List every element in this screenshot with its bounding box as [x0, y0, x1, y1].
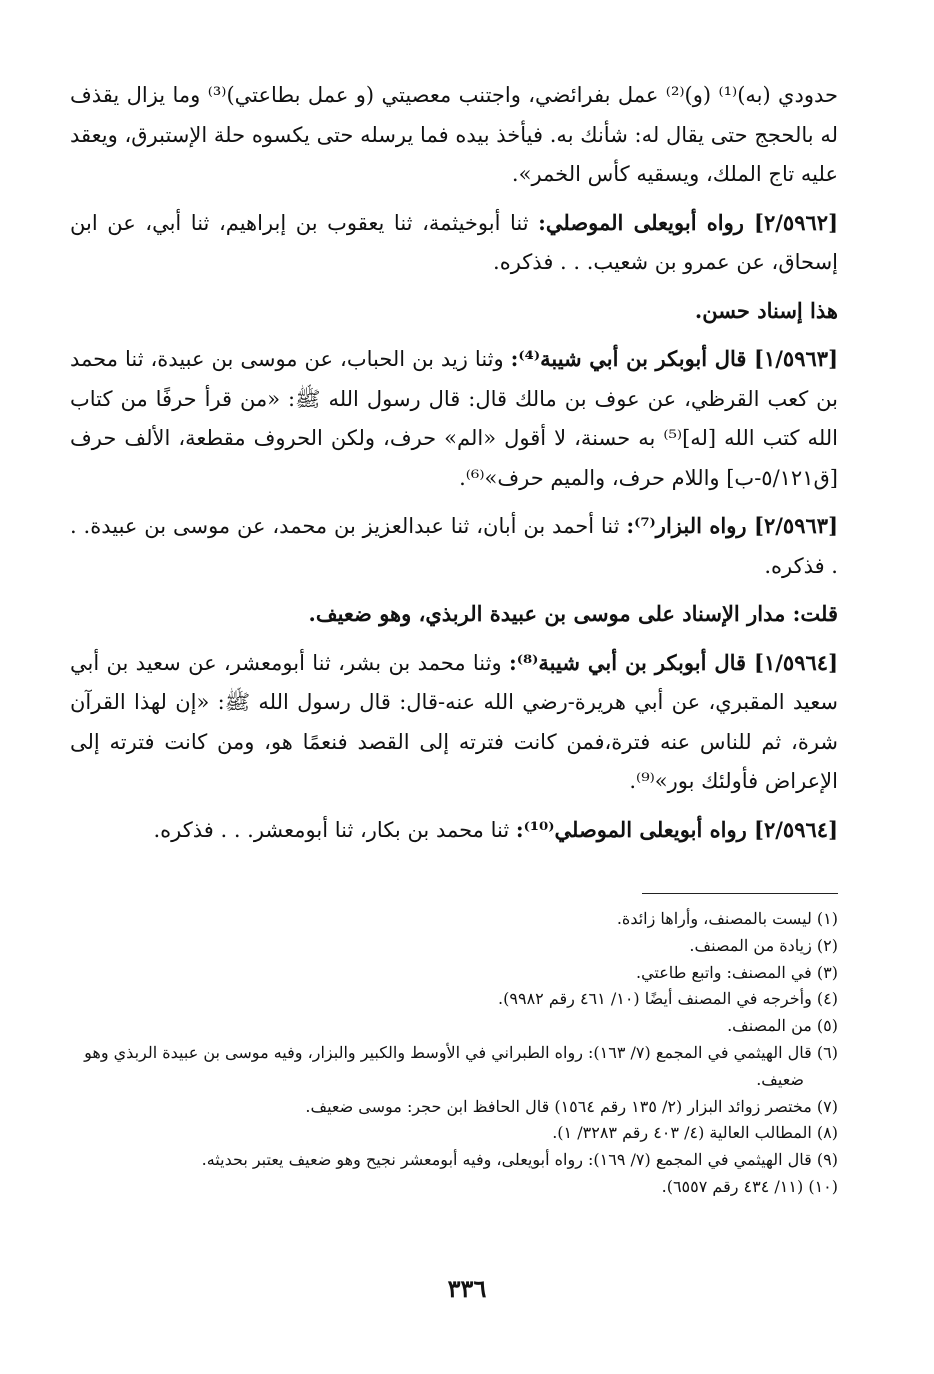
paragraph-6: [70, 594, 838, 635]
footnote: (٨) المطالب العالية (٤/ ٤٠٣ رقم ٣٢٨٣/ ١).: [552, 1123, 838, 1143]
footnote: (٩) قال الهيثمي في المجمع (٧/ ١٦٩): رواه أبويعلى، وفيه أبومعشر نجيح وهو ضعيف يعتبر بحديثه.: [201, 1150, 838, 1170]
paragraph-1: [70, 76, 838, 195]
footnote: (٤) وأخرجه في المصنف أيضًا (١٠/ ٤٦١ رقم ٩٩٨٢).: [498, 989, 838, 1009]
hadith-ref-5963-2: [٢/٥٩٦٣] رواه البزار⁽⁷⁾:: [626, 513, 838, 538]
footnote: (٢) زيادة من المصنف.: [689, 935, 838, 955]
page-number: ٣٣٦: [447, 1274, 487, 1303]
footnote-separator: [642, 893, 838, 894]
paragraph-1-text: حدودي (به)⁽¹⁾ (و)⁽²⁾ عمل بفرائضي، واجتنب معصيتي (و عمل بطاعتي)⁽³⁾ وما يزال يقذف له بالحجج حتى يقال له: شأنك به. فيأخذ بيده فما يرسله حتى يكسوه حلة الإستبرق، ويعقد عليه تاج الملك، ويسقيه كأس الخمر».: [70, 83, 838, 186]
paragraph-5-text: ثنا أحمد بن أبان، ثنا عبدالعزيز بن محمد، عن موسى بن عبيدة. . . فذكره.: [70, 514, 838, 578]
paragraph-7-text: وثنا محمد بن بشر، ثنا أبومعشر، عن سعيد بن أبي سعيد المقبري، عن أبي هريرة-رضي الله عنه-قال: قال رسول الله ﷺ: «إن لهذا القرآن شرة، ثم للناس عنه فترة،فمن كانت فترته إلى القصد فنعمًا هو، ومن كانت فترته إلى الإعراض فأولئك بور»⁽⁹⁾.: [70, 650, 838, 793]
paragraph-3: [70, 291, 838, 332]
footnote: (٦) قال الهيثمي في المجمع (٧/ ١٦٣): رواه الطبراني في الأوسط والكبير والبزار، وفيه موسى بن عبيدة الربذي وهو ضعيف.: [84, 1042, 838, 1089]
author-comment: قلت: مدار الإسناد على موسى بن عبيدة الربذي، وهو ضعيف.: [308, 601, 838, 626]
paragraph-8: [70, 810, 838, 851]
footnote: (٧) مختصر زوائد البزار (٢/ ١٣٥ رقم ١٥٦٤) قال الحافظ ابن حجر: موسى ضعيف.: [305, 1096, 838, 1116]
paragraph-4-text: وثنا زيد بن الحباب، عن موسى بن عبيدة، ثنا محمد بن كعب القرظي، عن عوف بن مالك قال: قال رسول الله ﷺ: «من قرأ حرفًا من كتاب الله كتب الله [له]⁽⁵⁾ به حسنة، لا أقول «الم» حرف، ولكن الحروف مقطعة، الألف حرف [ق٥/١٢١-ب] واللام حرف، والميم حرف»⁽⁶⁾.: [70, 347, 839, 490]
grading-note: هذا إسناد حسن.: [694, 297, 838, 323]
paragraph-5: [70, 506, 838, 586]
main-text: [70, 76, 838, 858]
paragraph-7: [70, 643, 838, 802]
hadith-ref-5962-2: [٢/٥٩٦٢] رواه أبويعلى الموصلي:: [538, 209, 838, 235]
paragraph-4: [70, 339, 838, 498]
footnote: (١) ليست بالمصنف، وأراها زائدة.: [616, 909, 838, 928]
footnote: (٣) في المصنف: واتبع طاعتي.: [635, 962, 838, 982]
hadith-ref-5964-2: [٢/٥٩٦٤] رواه أبويعلى الموصلي⁽¹⁰⁾:: [515, 816, 838, 842]
hadith-ref-5963-1: [١/٥٩٦٣] قال أبوبكر بن أبي شيبة⁽⁴⁾:: [510, 346, 838, 371]
hadith-ref-5964-1: [١/٥٩٦٤] قال أبوبكر بن أبي شيبة⁽⁸⁾:: [508, 649, 838, 675]
footnote: (٥) من المصنف.: [727, 1016, 838, 1036]
paragraph-2-text: ثنا أبوخيثمة، ثنا يعقوب بن إبراهيم، ثنا أبي، عن ابن إسحاق، عن عمرو بن شعيب. . . فذكره.: [70, 210, 838, 274]
footnotes: [70, 906, 838, 1201]
footnote: (١٠) (١١/ ٤٣٤ رقم ٦٥٥٧).: [661, 1176, 838, 1196]
paragraph-2: [70, 203, 838, 283]
paragraph-8-text: ثنا محمد بن بكار، ثنا أبومعشر. . . فذكره.: [153, 817, 516, 842]
